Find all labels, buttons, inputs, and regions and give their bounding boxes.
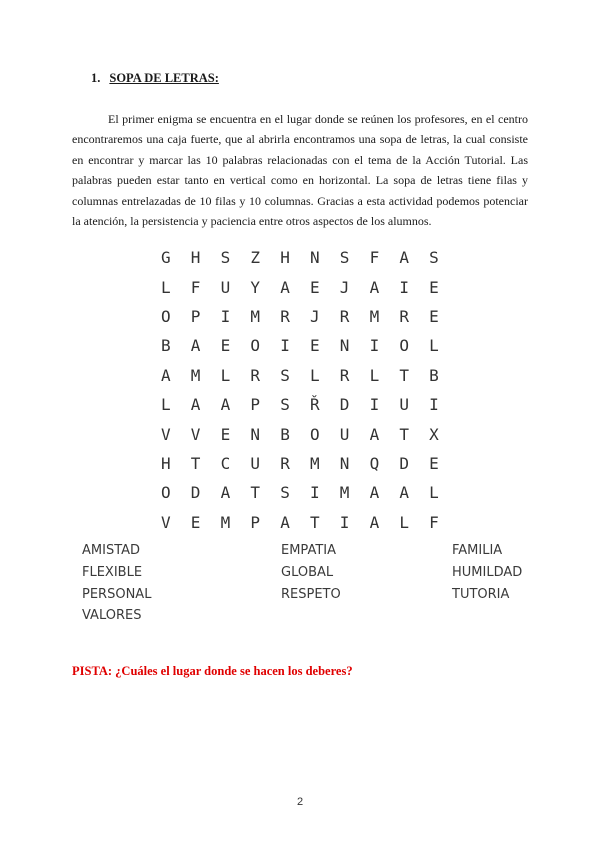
grid-letter: P — [190, 306, 201, 326]
grid-letter: E — [309, 277, 320, 297]
grid-letter: I — [369, 336, 380, 356]
grid-letter: J — [339, 277, 350, 297]
grid-letter: Y — [250, 277, 261, 297]
word-list-item: HUMILDAD — [452, 565, 523, 581]
grid-letter: Ř — [309, 395, 320, 415]
grid-letter: F — [369, 248, 380, 268]
grid-letter: I — [309, 483, 320, 503]
word-list-item: AMISTAD — [82, 543, 141, 559]
grid-letter: S — [220, 248, 231, 268]
grid-letter: F — [429, 512, 439, 532]
grid-letter: O — [309, 424, 320, 444]
grid-letter: B — [280, 424, 290, 444]
grid-letter: R — [399, 306, 410, 326]
word-list-item: RESPETO — [281, 586, 341, 602]
grid-letter: U — [220, 277, 231, 297]
grid-letter: M — [369, 306, 380, 326]
grid-letter: T — [190, 453, 201, 473]
grid-letter: N — [309, 248, 320, 268]
grid-letter: E — [309, 336, 320, 356]
grid-letter: H — [280, 248, 290, 268]
grid-letter: T — [399, 365, 410, 385]
hint-text: PISTA: ¿Cuáles el lugar donde se hacen los deberes? — [72, 664, 353, 678]
grid-letter: N — [250, 424, 261, 444]
grid-letter: S — [280, 395, 290, 415]
grid-letter: E — [429, 277, 439, 297]
grid-letter: U — [399, 395, 410, 415]
section-title: SOPA DE LETRAS: — [109, 71, 219, 85]
word-list-item: PERSONAL — [82, 586, 152, 602]
grid-letter: A — [220, 483, 231, 503]
grid-letter: V — [161, 512, 171, 532]
grid-letter: B — [161, 336, 171, 356]
grid-letter: L — [161, 395, 171, 415]
grid-letter: V — [190, 424, 201, 444]
grid-letter: M — [250, 306, 261, 326]
grid-letter: L — [429, 336, 439, 356]
grid-letter: M — [339, 483, 350, 503]
grid-letter: G — [161, 248, 171, 268]
grid-letter: B — [429, 365, 439, 385]
grid-letter: J — [309, 306, 320, 326]
grid-letter: I — [220, 306, 231, 326]
grid-letter: D — [339, 395, 350, 415]
grid-letter: A — [190, 336, 201, 356]
grid-letter: R — [339, 306, 350, 326]
grid-letter: H — [161, 453, 171, 473]
grid-letter: A — [369, 483, 380, 503]
grid-letter: X — [429, 424, 439, 444]
grid-letter: Q — [369, 453, 380, 473]
grid-letter: D — [399, 453, 410, 473]
grid-letter: T — [250, 483, 261, 503]
grid-letter: R — [280, 453, 290, 473]
word-list — [82, 540, 542, 627]
grid-letter: L — [309, 365, 320, 385]
grid-letter: S — [280, 365, 290, 385]
grid-letter: R — [280, 306, 290, 326]
grid-letter: R — [250, 365, 261, 385]
grid-letter: L — [429, 483, 439, 503]
grid-letter: A — [369, 512, 380, 532]
grid-letter: A — [161, 365, 171, 385]
grid-letter: A — [369, 424, 380, 444]
grid-letter: E — [190, 512, 201, 532]
grid-letter: A — [369, 277, 380, 297]
grid-letter: F — [190, 277, 201, 297]
grid-letter: L — [161, 277, 171, 297]
grid-letter: S — [280, 483, 290, 503]
word-list-item: FLEXIBLE — [82, 565, 143, 581]
grid-letter: A — [280, 512, 290, 532]
grid-letter: U — [250, 453, 261, 473]
word-list-item: FAMILIA — [452, 543, 503, 559]
grid-letter: S — [429, 248, 439, 268]
grid-letter: A — [220, 395, 231, 415]
grid-letter: E — [220, 424, 231, 444]
section-heading — [91, 71, 219, 86]
grid-letter: A — [280, 277, 290, 297]
grid-letter: A — [399, 248, 410, 268]
grid-letter: M — [309, 453, 320, 473]
grid-letter: E — [220, 336, 231, 356]
word-list-item: GLOBAL — [281, 565, 334, 581]
grid-letter: M — [220, 512, 231, 532]
word-list-item: TUTORIA — [452, 586, 510, 602]
word-list-item: EMPATIA — [281, 543, 336, 559]
grid-letter: I — [369, 395, 380, 415]
grid-letter: L — [399, 512, 410, 532]
section-number: 1. — [91, 71, 101, 85]
grid-letter: R — [339, 365, 350, 385]
grid-letter: H — [190, 248, 201, 268]
grid-letter: A — [190, 395, 201, 415]
grid-letter: N — [339, 336, 350, 356]
grid-letter: T — [399, 424, 410, 444]
grid-letter: S — [339, 248, 350, 268]
grid-letter: A — [399, 483, 410, 503]
grid-letter: O — [250, 336, 261, 356]
grid-letter: P — [250, 512, 261, 532]
grid-letter: I — [429, 395, 439, 415]
word-search-grid — [159, 243, 457, 537]
grid-letter: M — [190, 365, 201, 385]
grid-letter: I — [399, 277, 410, 297]
grid-letter: I — [280, 336, 290, 356]
grid-letter: T — [309, 512, 320, 532]
page-number: 2 — [296, 796, 304, 808]
word-list-item: VALORES — [82, 608, 142, 624]
grid-letter: V — [161, 424, 171, 444]
grid-letter: N — [339, 453, 350, 473]
grid-letter: D — [190, 483, 201, 503]
grid-letter: O — [399, 336, 410, 356]
grid-letter: P — [250, 395, 261, 415]
grid-letter: O — [161, 483, 171, 503]
instructions-paragraph: El primer enigma se encuentra en el lugar donde se reúnen los profesores, en el centro encontraremos una caja fuerte, que al abrirla encontramos una sopa de letras, la cual consiste en encontrar y marcar las 10 palabras relacionadas con el tema de la Acción Tutorial. Las palabras pueden estar tanto en vertical como en horizontal. La sopa de letras tiene filas y columnas entrelazadas de 10 filas y 10 columnas. Gracias a esta actividad podemos potenciar la atención, la persistencia y paciencia entre otros aspectos de los alumnos. — [72, 112, 528, 229]
grid-letter: O — [161, 306, 171, 326]
grid-letter: L — [220, 365, 231, 385]
grid-letter: I — [339, 512, 350, 532]
grid-letter: U — [339, 424, 350, 444]
grid-letter: Z — [250, 248, 261, 268]
grid-letter: L — [369, 365, 380, 385]
grid-letter: C — [220, 453, 231, 473]
grid-letter: E — [429, 453, 439, 473]
grid-letter: E — [429, 306, 439, 326]
